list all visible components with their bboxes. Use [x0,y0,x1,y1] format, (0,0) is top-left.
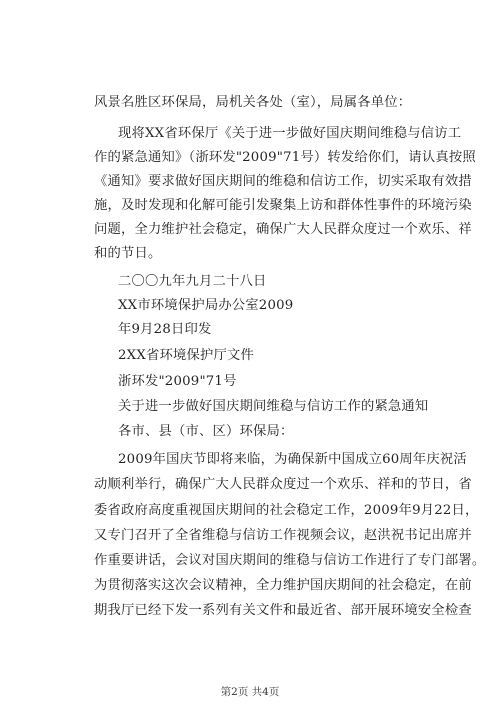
document-header-line: 2XX省环境保护厅文件 [118,348,254,363]
text-line: 风景名胜区环保局，局机关各处（室），局属各单位： [94,95,412,110]
text-line: 施，及时发现和化解可能引发聚集上访和群体性事件的环境污染 [94,198,472,213]
text-line: 现将XX省环保厅《关于进一步做好国庆期间维稳与信访工 [118,126,462,141]
text-line: 《通知》要求做好国庆期间的维稳和信访工作，切实采取有效措 [94,174,472,189]
document-number-line: 浙环发"2009"71号 [118,374,237,389]
text-line: 动顺利举行，确保广大人民群众度过一个欢乐、祥和的节日，省 [94,477,472,492]
recipient-line: 各市、县（市、区）环保局： [118,424,294,439]
text-line: 2009年国庆节即将来临，为确保新中国成立60周年庆祝活 [118,452,467,467]
text-line: 期我厅已经下发一系列有关文件和最近省、部开展环境安全检查 [94,603,472,618]
text-line: 委省政府高度重视国庆期间的社会稳定工作，2009年9月22日， [94,503,479,518]
text-line: 作重要讲话，会议对国庆期间的维稳与信访工作进行了专门部署。 [94,553,486,568]
print-date-line: 年9月28日印发 [118,322,212,337]
issuer-line: XX市环境保护局办公室2009 [118,298,294,313]
text-line: 又专门召开了全省维稳与信访工作视频会议，赵洪祝书记出席并 [94,528,472,543]
page-number: 第2页 共4页 [220,686,280,698]
text-line: 作的紧急通知》（浙环发"2009"71号）转发给你们，请认真按照 [94,150,476,165]
notice-title-line: 关于进一步做好国庆期间维稳与信访工作的紧急通知 [118,399,429,414]
text-line: 和的节日。 [94,246,162,261]
text-line: 为贯彻落实这次会议精神，全力维护国庆期间的社会稳定，在前 [94,578,472,593]
date-line: 二〇〇九年九月二十八日 [118,274,267,289]
text-line: 问题，全力维护社会稳定，确保广大人民群众度过一个欢乐、祥 [94,222,472,237]
